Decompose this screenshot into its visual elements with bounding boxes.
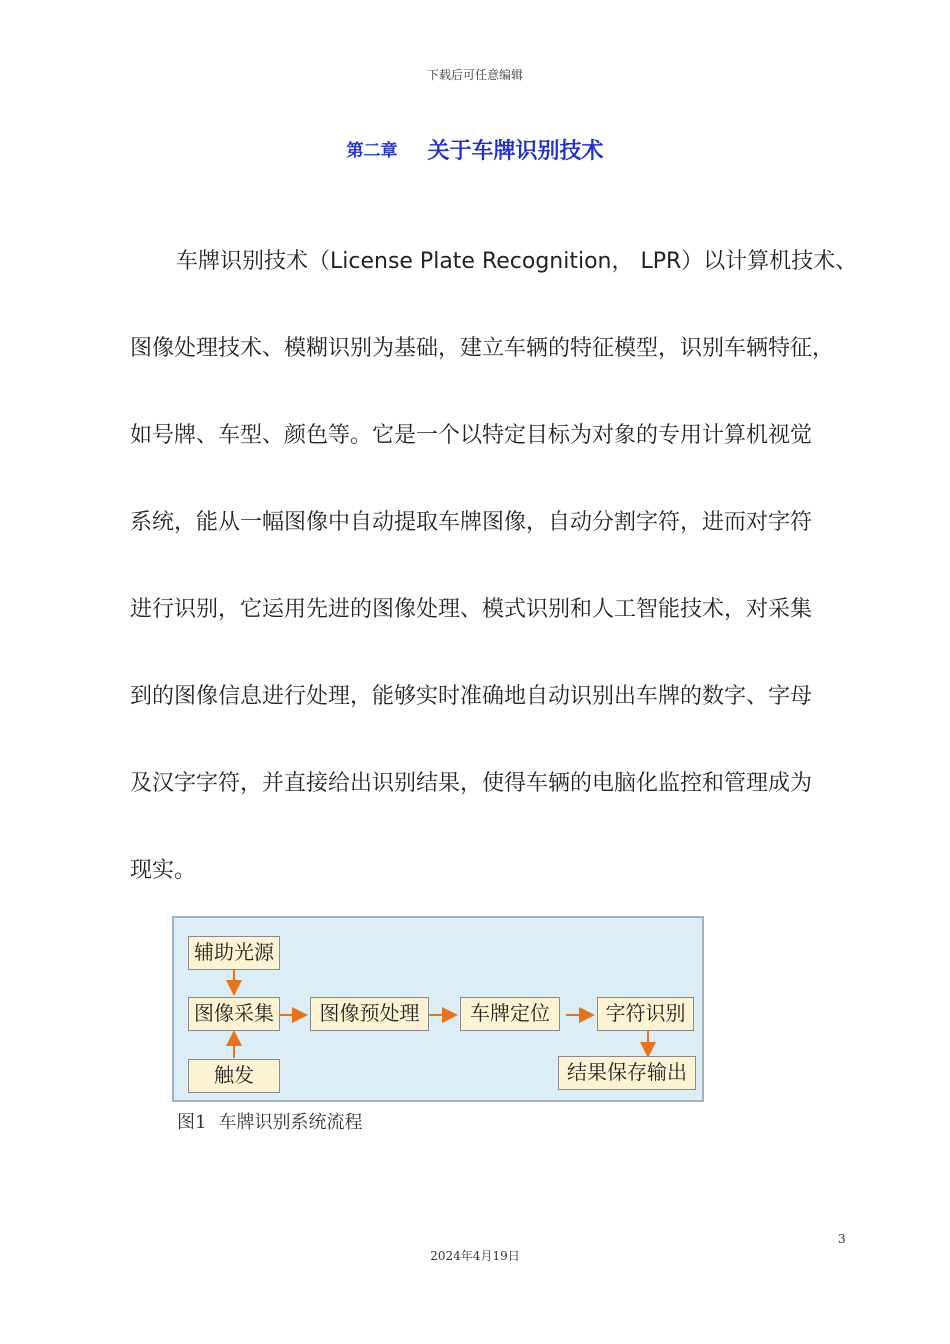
figure-caption-text: 车牌识别系统流程 — [218, 1112, 363, 1133]
flowchart-figure — [172, 916, 704, 1102]
chapter-name: 关于车牌识别技术 — [427, 139, 604, 164]
paragraph-line: 进行识别，它运用先进的图像处理、模式识别和人工智能技术，对采集 — [130, 597, 813, 622]
chapter-number: 第二章 — [346, 141, 398, 161]
chapter-title — [0, 134, 950, 165]
box-result-output: 结果保存输出 — [558, 1056, 696, 1090]
paragraph-line: 现实。 — [130, 858, 197, 883]
header-note: 下载后可任意编辑 — [426, 68, 523, 82]
paragraph-line: 系统，能从一幅图像中自动提取车牌图像，自动分割字符，进而对字符 — [130, 510, 813, 535]
box-trigger: 触发 — [188, 1059, 280, 1093]
paragraph-line: 车牌识别技术（License Plate Recognition， LPR）以计算机技术、 — [176, 249, 858, 274]
footer-date: 2024年4月19日 — [430, 1249, 520, 1263]
paragraph-line: 到的图像信息进行处理，能够实时准确地自动识别出车牌的数字、字母 — [130, 684, 813, 709]
paragraph-line: 如号牌、车型、颜色等。它是一个以特定目标为对象的专用计算机视觉 — [130, 423, 813, 448]
box-char-recognize: 字符识别 — [597, 997, 694, 1031]
box-plate-locate: 车牌定位 — [460, 997, 560, 1031]
figure-caption — [177, 1108, 362, 1134]
paragraph-line: 图像处理技术、模糊识别为基础，建立车辆的特征模型，识别车辆特征， — [130, 336, 835, 361]
box-image-capture: 图像采集 — [188, 997, 280, 1031]
paragraph-line: 及汉字字符，并直接给出识别结果，使得车辆的电脑化监控和管理成为 — [130, 771, 813, 796]
figure-number: 图1 — [177, 1112, 207, 1133]
page-number: 3 — [838, 1232, 846, 1246]
box-light-source: 辅助光源 — [188, 936, 280, 970]
box-preprocess: 图像预处理 — [310, 997, 429, 1031]
